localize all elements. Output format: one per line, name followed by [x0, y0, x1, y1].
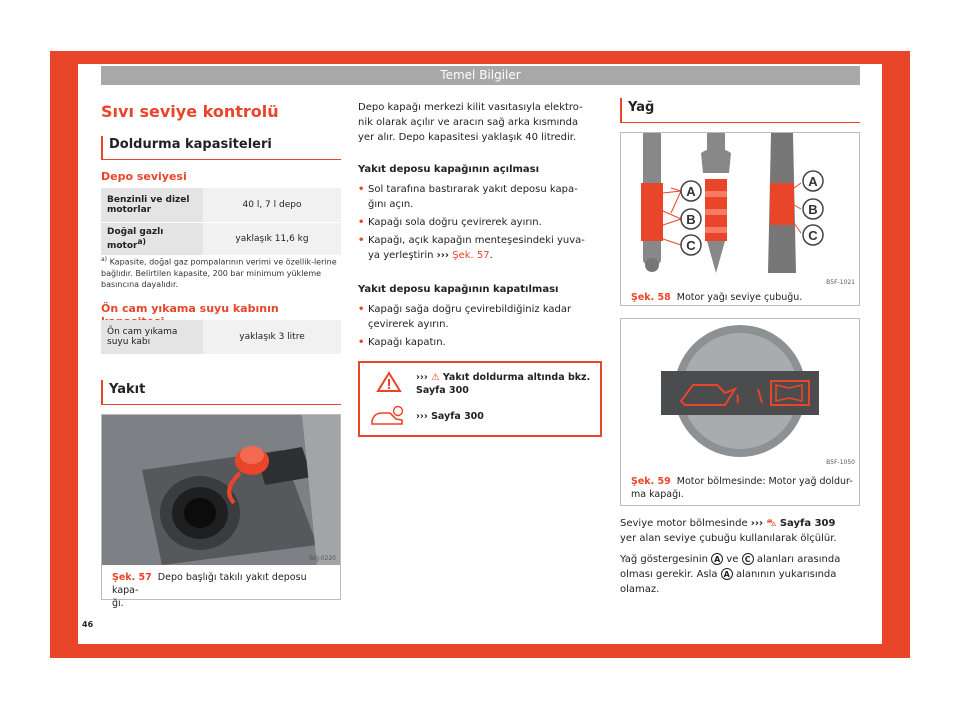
running-header: Temel Bilgiler — [101, 66, 860, 85]
p2-text-1: Yağ göstergesinin — [620, 554, 709, 565]
figure-58 — [620, 132, 860, 306]
p2-text-4: alanının yukarısında — [735, 569, 837, 580]
marker-a: A — [721, 568, 733, 580]
figure-59 — [620, 318, 860, 506]
caption-line-2: ma kapağı. — [631, 489, 684, 500]
figure-57-link[interactable]: Şek. 57 — [452, 250, 490, 261]
section-title: Sıvı seviye kontrolü — [101, 102, 279, 121]
bullet: • — [358, 337, 365, 348]
footnote-mark: a) — [101, 256, 108, 263]
close-heading: Yakıt deposu kapağının kapatılması — [358, 284, 559, 295]
figure-label-a: A — [808, 174, 818, 189]
page-number: 46 — [82, 620, 94, 629]
table-row — [101, 188, 341, 222]
table-cell: 40 l, 7 l depo — [203, 188, 341, 222]
p2-text-2: alanları arasında — [756, 554, 841, 565]
warning-inline-icon: ⚠ — [431, 372, 440, 383]
intro-line-3: yer alır. Depo kapasitesi yaklaşık 40 litredir. — [358, 132, 577, 143]
open-step-3 — [358, 233, 602, 263]
table-row — [101, 222, 341, 255]
caption-line-1: Depo başlığı takılı yakıt deposu kapa- — [112, 572, 307, 596]
footnote — [101, 254, 341, 290]
warning-line-2: Sayfa 300 — [416, 385, 469, 396]
fuel-cap-image — [102, 415, 340, 565]
open-step-2 — [358, 215, 602, 230]
page — [78, 64, 882, 644]
step-line-1: Kapağı kapatın. — [368, 337, 446, 348]
open-heading: Yakıt deposu kapağının açılması — [358, 164, 540, 175]
footnote-text: Kapasite, doğal gaz pompalarının verimi ve özellik-lerine bağlıdır. Belirtilen kapasite, 200 bar minimum yükleme basıncına dayalıdır. — [101, 257, 337, 289]
bullet: • — [358, 304, 365, 315]
figure-number: Şek. 59 — [631, 476, 671, 487]
bullet: • — [358, 184, 365, 195]
warning-ref-2[interactable] — [416, 411, 484, 422]
car-book-icon — [370, 405, 406, 427]
marker-c: C — [742, 553, 754, 565]
bullet: • — [358, 235, 365, 246]
p2-text-3: olması gerekir. Asla — [620, 569, 718, 580]
caption-line-2: ğı. — [112, 598, 124, 609]
figure-label-b: B — [686, 212, 696, 227]
caption-text: Motor yağı seviye çubuğu. — [676, 292, 803, 303]
fuel-section-title: Yakıt — [101, 380, 341, 405]
warning-line-1: Yakıt doldurma altında bkz. — [442, 372, 591, 383]
table-cell — [101, 222, 203, 255]
fuel-label: Depo seviyesi — [101, 170, 187, 183]
warning-box — [358, 361, 602, 437]
marker-a: A — [711, 553, 723, 565]
car-book-icon: ⛍ — [766, 518, 777, 529]
figure-label-b: B — [808, 202, 818, 217]
p2-ve: ve — [726, 554, 739, 565]
figure-label-a: A — [686, 184, 696, 199]
figure-number: Şek. 58 — [631, 292, 671, 303]
dipstick-image — [621, 133, 859, 279]
wash-table — [101, 320, 341, 355]
step-line-1: Sol tarafına bastırarak yakıt deposu kapa- — [368, 184, 578, 195]
ref-arrow: ››› — [416, 411, 428, 422]
step-line-1: Kapağı, açık kapağın menteşesindeki yuva- — [368, 235, 585, 246]
level-paragraph — [620, 516, 860, 546]
figure-label-c: C — [686, 238, 696, 253]
figure-caption — [631, 291, 855, 304]
table-cell: yaklaşık 3 litre — [203, 320, 341, 354]
table-row — [101, 320, 341, 354]
oil-cap-image — [621, 319, 859, 469]
intro-paragraph — [358, 100, 602, 145]
ref-arrow: ››› — [750, 518, 764, 529]
p2-text-5: olamaz. — [620, 584, 660, 595]
bullet: • — [358, 217, 365, 228]
sentence-end: . — [489, 250, 493, 261]
step-line-2: çevirerek ayırın. — [368, 319, 449, 330]
p1-text: Seviye motor bölmesinde — [620, 518, 748, 529]
p1-line-2: yer alan seviye çubuğu kullanılarak ölçülür. — [620, 533, 837, 544]
subsection-title: Doldurma kapasiteleri — [101, 136, 341, 160]
ref-arrow: ››› — [436, 250, 450, 261]
step-line-1: Kapağı sola doğru çevirerek ayırın. — [368, 217, 542, 228]
warning-triangle-icon — [376, 371, 402, 393]
wash-label: Ön cam yıkama suyu kabının — [101, 302, 279, 315]
intro-line-1: Depo kapağı merkezi kilit vasıtasıyla elektro- — [358, 102, 583, 113]
cell-text: Doğal gazlı motor — [107, 226, 164, 251]
footnote-ref: a) — [137, 236, 146, 246]
step-line-2: ya yerleştirin — [368, 250, 434, 261]
range-paragraph — [620, 552, 860, 597]
fuel-table — [101, 188, 341, 256]
figure-caption — [112, 571, 336, 610]
figure-57 — [101, 414, 341, 609]
oil-section-title: Yağ — [620, 98, 860, 123]
figure-code: BKJ-0220 — [308, 555, 336, 562]
step-line-1: Kapağı sağa doğru çevirebildiğiniz kadar — [368, 304, 572, 315]
ref-arrow: ››› — [416, 372, 428, 383]
page-309-link[interactable]: Sayfa 309 — [779, 518, 836, 529]
dipstick-illustration — [621, 133, 859, 279]
figure-caption — [631, 475, 855, 501]
figure-number: Şek. 57 — [112, 572, 152, 583]
step-line-2: ğını açın. — [368, 199, 414, 210]
figure-code: B5F-1050 — [826, 459, 855, 466]
figure-code: B5F-1021 — [826, 279, 855, 286]
caption-line-1: Motor bölmesinde: Motor yağ doldur- — [676, 476, 853, 487]
open-step-1 — [358, 182, 602, 212]
oil-cap-illustration — [621, 319, 859, 469]
close-step-2 — [358, 335, 602, 350]
intro-line-2: nik olarak açılır ve aracın sağ arka kısmında — [358, 117, 579, 128]
fuel-cap-illustration — [102, 415, 340, 565]
warning-ref-1[interactable] — [416, 371, 590, 397]
close-step-1 — [358, 302, 602, 332]
figure-label-c: C — [808, 228, 818, 243]
warning-ref-2-text: Sayfa 300 — [431, 411, 484, 422]
table-cell: Ön cam yıkama suyu kabı — [101, 320, 203, 354]
table-cell: yaklaşık 11,6 kg — [203, 222, 341, 255]
table-cell: Benzinli ve dizel motorlar — [101, 188, 203, 222]
